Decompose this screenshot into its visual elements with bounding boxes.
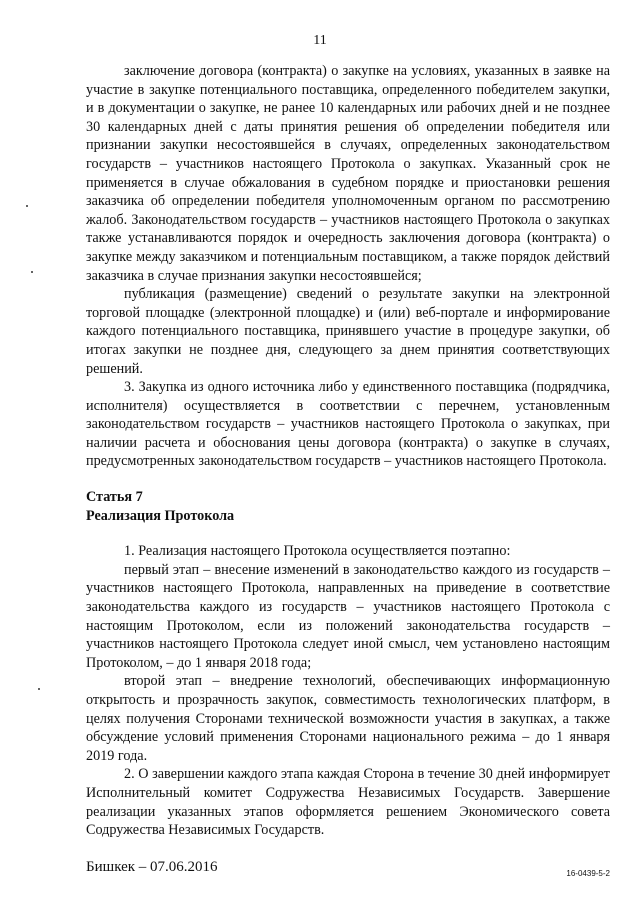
article-heading bbox=[86, 488, 610, 525]
paragraph-single-source: 3. Закупка из одного источника либо у единственного поставщика (подрядчика, исполнителя) осуществляется в соответствии с перечнем, установленным законодательством государств – участников настоящего Протокола о закупках, при наличии расчета и обоснования цены договора (контракта) о закупке в случаях, предусмотренных законодательством государств – участников настоящего Протокола. bbox=[86, 379, 610, 470]
paragraph-second-stage: второй этап – внедрение технологий, обеспечивающих информационную открытость и прозрачность закупок, совместимость технологических платформ, в целях получения Сторонами технической возможности участия в закупках, а также обсуждение условий применения Сторонами национального режима – до 1 января 2019 года. bbox=[86, 673, 610, 764]
paragraph-publication: публикация (размещение) сведений о результате закупки на электронной торговой площадке (электронной площадке) и (или) веб-портале и информирование каждого потенциального поставщика, принявшего участие в процедуре закупки, об итогах закупки не позднее дня, следующего за днем принятия соответствующих решений. bbox=[86, 286, 610, 377]
paragraph-first-stage: первый этап – внесение изменений в законодательство каждого из государств – участников настоящего Протокола, направленных на приведение в соответствие законодательства каждого из государств – участников настоящего Протокола с настоящим Протоколом, если из положений законодательства государств – участников настоящего Протокола следует иной смысл, чем установлено настоящим Протоколом, – до 1 января 2018 года; bbox=[86, 561, 610, 671]
article-number: Статья 7 bbox=[86, 489, 143, 506]
scan-speck bbox=[26, 205, 28, 207]
article-title: Реализация Протокола bbox=[86, 507, 235, 524]
document-body bbox=[86, 62, 610, 840]
scan-speck bbox=[31, 271, 33, 273]
paragraph-contract-conclusion: заключение договора (контракта) о закупке на условиях, указанных в заявке на участие в закупке потенциального поставщика, определенного победителем закупки, и в документации о закупке, не ранее 10 календарных или рабочих дней и не позднее 30 календарных дней с даты принятия решения об определении победителя или признании закупки несостоявшейся в случаях, определенных законодательством государств – участников настоящего Протокола о закупках. Указанный срок не применяется в случае обжалования в судебном порядке и приостановки решения заказчика об определении победителя уполномоченным органом по рассмотрению жалоб. Законодательством государств – участников настоящего Протокола о закупках также устанавливаются порядок и очередность заключения договора (контракта) о закупке между заказчиком и потенциальным поставщиком, а также порядок действий заказчика в случае признания закупки несостоявшейся; bbox=[86, 63, 610, 284]
page-number: 11 bbox=[313, 33, 327, 48]
footer-place-date: Бишкек – 07.06.2016 bbox=[86, 859, 218, 875]
paragraph-completion-notice: 2. О завершении каждого этапа каждая Сторона в течение 30 дней информирует Исполнительный комитет Содружества Независимых Государств. Завершение реализации указанных этапов оформляется решением Экономического совета Содружества Независимых Государств. bbox=[86, 766, 610, 839]
scan-speck bbox=[38, 688, 40, 690]
paragraph-implementation-stages: 1. Реализация настоящего Протокола осуществляется поэтапно: bbox=[124, 543, 511, 560]
footer-doc-code: 16-0439-5-2 bbox=[566, 869, 610, 878]
